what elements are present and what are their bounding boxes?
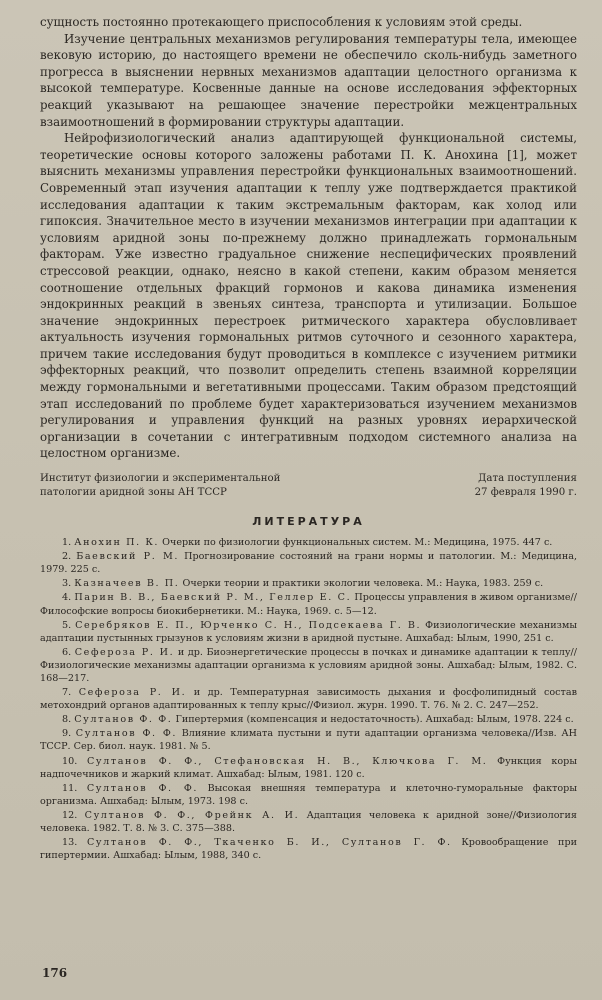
paragraph-2: Изучение центральных механизмов регулирования температуры тела, имеющее вековую историю, до настоящего времени не обеспечило сколь-нибудь заметного прогресса в выяснении нервных механизмов адаптации целостного организма к высокой температуре. Косвенные данные на основе исследования эффекторных реакций указывают на решающее значение перестройки межцентральных взаимоотношений в формировании структуры адаптации.	[40, 31, 577, 129]
paragraph-1: сущность постоянно протекающего приспособления к условиям этой среды.	[40, 15, 523, 29]
institution	[40, 472, 340, 499]
literature-heading: ЛИТЕРАТУРА	[252, 515, 365, 529]
received-value: 27 февраля 1990 г.	[474, 486, 577, 498]
received-label: Дата поступления	[478, 473, 577, 485]
reference-item: 7. Сефероза Р. И. и др. Температурная зависимость дыхания и фосфолипидный состав метохондрий органов адаптированных к теплу крыс//Физиол. журн. 1990. Т. 76. № 2. С. 247—252.	[40, 687, 577, 712]
reference-item: 4. Парин В. В., Баевский Р. М., Геллер Е. С. Процессы управления в живом организме//Философские вопросы биокибернетики. М.: Наука, 1969. с. 5—12.	[40, 592, 577, 617]
reference-item: 2. Баевский Р. М. Прогнозирование состояний на грани нормы и патологии. М.: Медицина, 1979. 225 с.	[40, 551, 577, 576]
reference-item: 1. Анохин П. К. Очерки по физиологии функциональных систем. М.: Медицина, 1975. 447 с.	[62, 537, 553, 549]
institution-line-1: Институт физиологии и экспериментальной	[40, 473, 281, 485]
reference-item: 3. Казначеев В. П. Очерки теории и практики экологии человека. М.: Наука, 1983. 259 с.	[62, 578, 544, 590]
received-date	[377, 472, 577, 499]
reference-item: 8. Султанов Ф. Ф. Гипертермия (компенсация и недостаточность). Ашхабад: Ылым, 1978. 224 с.	[62, 714, 574, 726]
reference-item: 6. Сефероза Р. И. и др. Биоэнергетические процессы в почках и динамике адаптации к теплу//Физиологические механизмы адаптации организма к условиям аридной зоны. Ашхабад: Ылым, 1982. С. 168—217.	[40, 646, 577, 684]
article-footer	[40, 472, 577, 499]
page-number: 176	[42, 966, 68, 980]
reference-item: 13. Султанов Ф. Ф., Ткаченко Б. И., Султанов Г. Ф. Кровообращение при гипертермии. Ашхабад: Ылым, 1988, 340 с.	[40, 837, 577, 862]
reference-item: 12. Султанов Ф. Ф., Фрейнк А. И. Адаптация человека к аридной зоне//Физиология человека. 1982. Т. 8. № 3. С. 375—388.	[40, 809, 577, 834]
page	[40, 14, 577, 863]
reference-item: 11. Султанов Ф. Ф. Высокая внешняя температура и клеточно-гуморальные факторы организма. Ашхабад: Ылым, 1973. 198 с.	[40, 782, 577, 807]
reference-item: 9. Султанов Ф. Ф. Влияние климата пустыни и пути адаптации организма человека//Изв. АН ТССР. Сер. биол. наук. 1981. № 5.	[40, 728, 577, 753]
reference-item: 10. Султанов Ф. Ф., Стефановская Н. В., Ключкова Г. М. Функция коры надпочечников и жаркий климат. Ашхабад: Ылым, 1981. 120 с.	[40, 755, 577, 780]
paragraph-3: Нейрофизиологический анализ адаптирующей функциональной системы, теоретические основы которого заложены работами П. К. Анохина [1], может выяснить механизмы управления перестройки функциональных взаимоотношений. Современный этап изучения адаптации к теплу уже подтверждается практикой исследования адаптации к таким экстремальным факторам, как холод или гипоксия. Значительное место в изучении механизмов интеграции при адаптации к условиям аридной зоны по-прежнему должно принадлежать гормональным факторам. Уже известно градуальное снижение неспецифических проявлений стрессовой реакции, однако, неясно в какой степени, каким образом меняется соотношение отдельных фракций гормонов и какова динамика изменения эндокринных реакций в звеньях синтеза, транспорта и утилизации. Большое значение эндокринных перестроек ритмического характера обусловливает актуальность изучения гормональных ритмов суточного и сезонного характера, причем такие исследования будут проводиться в комплексе с изучением ритмики эффекторных реакций, что позволит определить степень взаимной корреляции между гормональными и вегетативными процессами. Таким образом предстоящий этап исследований по проблеме будет характеризоваться изучением механизмов регулирования и управления функций на разных уровнях иерархической организации в сочетании с интегративным подходом системного анализа на целостном организме.	[40, 131, 577, 461]
body-text	[40, 14, 577, 462]
institution-line-2: патологии аридной зоны АН ТССР	[40, 486, 227, 498]
reference-item: 5. Серебряков Е. П., Юрченко С. Н., Подсекаева Г. В. Физиологические механизмы адаптации пустынных грызунов к условиям жизни в аридной пустыне. Ашхабад: Ылым, 1990, 251 с.	[40, 619, 577, 644]
reference-list	[40, 536, 577, 862]
